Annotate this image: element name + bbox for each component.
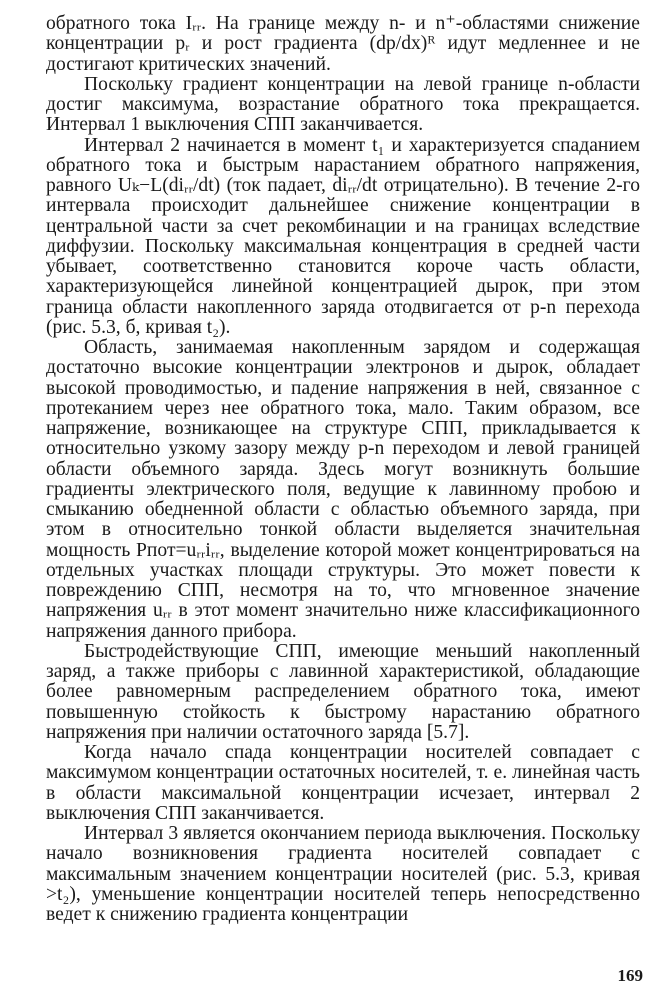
page-number: 169 [617, 966, 643, 985]
paragraph-6: Когда начало спада концентрации носителей совпадает с максимумом концентрации остаточных носителей, т. е. линейная часть в области максимальной концентрации исчезает, интервал 2 выключения СПП заканчивается. [46, 742, 640, 824]
paragraph-5: Быстродействующие СПП, имеющие меньший накопленный заряд, а также приборы с лавинной характеристикой, обладающие более равномерным распределением обратного тока, имеют повышенную стойкость к быстрому нарастанию обратного напряжения при наличии остаточного заряда [5.7]. [46, 640, 640, 743]
paragraph-7: Интервал 3 является окончанием периода выключения. Поскольку начало возникновения градиента носителей совпадает с максимальным значением концентрации носителей (рис. 5.3, кривая >t₂), уменьшение концентрации носителей теперь непосредственно ведет к снижению градиента концентрации [46, 823, 640, 925]
paragraph-3: Интервал 2 начинается в момент t₁ и характеризуется спаданием обратного тока и быстрым нарастанием обратного напряжения, равного Uₖ−L(diᵣᵣ/dt) (ток падает, diᵣᵣ/dt отрицательно). В течение 2-го интервала происходит дальнейшее снижение концентрации в центральной части за счет рекомбинации и на границах вследствие диффузии. Поскольку максимальная концентрация в средней части убывает, соответственно становится короче часть области, характеризующейся линейной концентрацией дырок, при этом граница области накопленного заряда отодвигается от p-n перехода (рис. 5.3, б, кривая t₂). [46, 134, 640, 338]
paragraph-4: Область, занимаемая накопленным зарядом и содержащая достаточно высокие концентрации электронов и дырок, обладает высокой проводимостью, и падение напряжения в ней, связанное с протеканием через нее обратного тока, мало. Таким образом, все напряжение, возникающее на структуре СПП, прикладывается к относительно узкому зазору между p-n переходом и левой границей области объемного заряда. Здесь могут возникнуть большие градиенты электрического поля, ведущие к лавинному пробою и смыканию обедненной области с областью объемного заряда, при этом в относительно тонкой области выделяется значительная мощность Pпот=uᵣᵣiᵣᵣ, выделение которой может концентрироваться на отдельных участках площади структуры. Это может повести к повреждению СПП, несмотря на то, что мгновенное значение напряжения uᵣᵣ в этот момент значительно ниже классификационного напряжения данного прибора. [46, 337, 640, 642]
paragraph-1: обратного тока Iᵣᵣ. На границе между n- и n⁺-областями снижение концентрации pᵣ и рост градиента (dp/dx)ᴿ идут медленнее и не достигают критических значений. [46, 13, 640, 75]
page-body [46, 14, 640, 925]
paragraph-2: Поскольку градиент концентрации на левой границе n-области достиг максимума, возрастание обратного тока прекращается. Интервал 1 выключения СПП заканчивается. [46, 73, 640, 136]
